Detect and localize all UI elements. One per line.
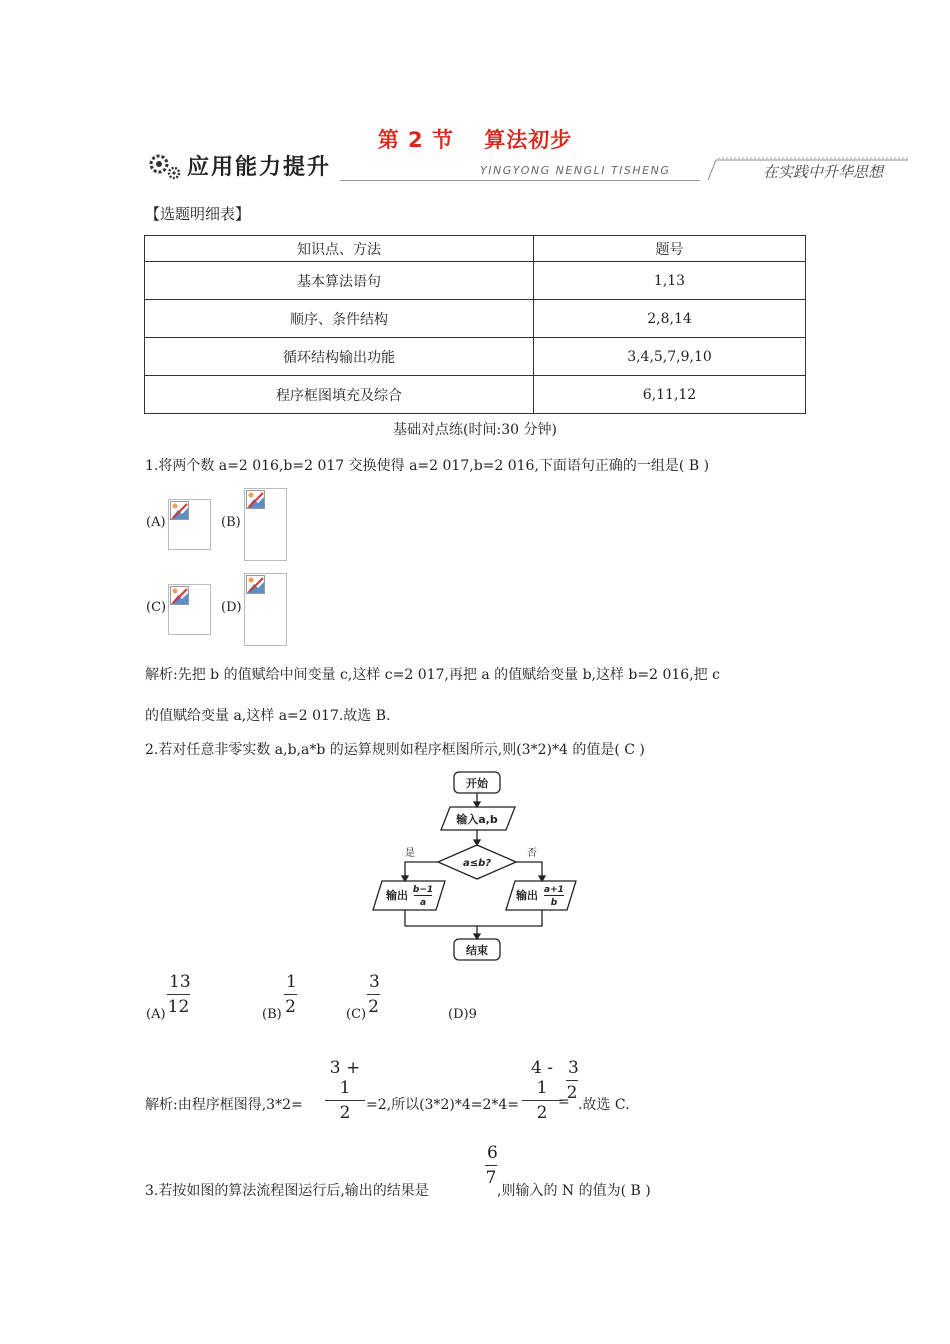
flowchart-output-left-num: b−1 [412,885,434,895]
flowchart-output-left [373,881,445,910]
table-cell: 6,11,12 [534,376,806,414]
fraction-denominator: 2 [285,997,296,1017]
q2-option-b-fraction [284,972,297,1017]
q2-analysis-part2: =2,所以(3*2)*4=2*4= [366,1097,520,1113]
fraction-bar [325,1100,365,1101]
broken-image-icon [246,490,266,510]
fraction-numerator: 3 + 1 [329,1058,361,1098]
q2-option-b-label: (B) [262,1007,282,1022]
q2-option-d-label: (D)9 [448,1007,477,1022]
q2-analysis-part4: .故选 C. [578,1097,630,1113]
q2-analysis-fraction-2 [522,1058,562,1123]
broken-image-icon [170,586,190,606]
q1-option-d-image [244,573,287,646]
fraction-bar [566,1080,578,1081]
table-header-row [145,236,806,262]
page-title: 第 2 节 算法初步 [377,128,573,152]
q1-option-b-label: (B) [221,515,241,530]
fraction-denominator: 12 [167,997,190,1017]
table-cell: 1,13 [534,262,806,300]
fraction-denominator: 2 [368,997,379,1017]
q1-option-d-label: (D) [221,600,242,615]
question-3-stem-part1: 3.若按如图的算法流程图运行后,输出的结果是 [145,1183,429,1199]
fraction-numerator: 3 [369,972,380,992]
table-cell: 顺序、条件结构 [145,300,534,338]
table-cell: 3,4,5,7,9,10 [534,338,806,376]
fraction-bar [284,994,297,995]
selection-table [144,235,806,414]
fraction-numerator: 3 [568,1058,579,1078]
banner-title: 应用能力提升 [187,155,332,180]
flowchart-output-left-den: a [419,898,427,908]
fraction-denominator: 2 [536,1103,548,1123]
banner-subtitle: 在实践中升华思想 [763,163,884,181]
flowchart [370,768,580,964]
banner-divider [340,180,700,181]
q2-option-c-label: (C) [346,1007,367,1022]
fraction-bar [485,1165,497,1166]
q2-option-a-label: (A) [146,1007,166,1022]
table-cell: 2,8,14 [534,300,806,338]
gear-icon [145,150,185,182]
fraction-numerator: 6 [487,1143,498,1163]
flowchart-yes-label: 是 [405,848,415,859]
selection-table-heading: 【选题明细表】 [145,205,251,223]
practice-title: 基础对点练(时间:30 分钟) [393,422,557,438]
q2-analysis-fraction-3 [566,1058,578,1103]
q2-analysis-part1: 解析:由程序框图得,3*2= [145,1097,303,1113]
broken-image-icon [246,575,266,595]
table-cell: 基本算法语句 [145,262,534,300]
q1-option-a-image [168,499,211,550]
flowchart-output-right-prefix: 输出 [516,889,538,902]
banner-english: YINGYONG NENGLI TISHENG [480,164,671,177]
flowchart-output-right-den: b [550,898,558,908]
fraction-numerator: 4 - 1 [531,1058,553,1098]
q2-option-c-fraction [367,972,380,1017]
broken-image-icon [170,501,190,521]
table-row [145,262,806,300]
q1-analysis-line1: 解析:先把 b 的值赋给中间变量 c,这样 c=2 017,再把 a 的值赋给变量 b,这样 b=2 016,把 c [145,667,720,683]
q2-analysis-fraction-1 [325,1058,365,1123]
fraction-denominator: 2 [339,1103,351,1123]
flowchart-no-label: 否 [527,848,537,859]
fraction-numerator: 13 [169,972,191,992]
flowchart-start-text: 开始 [466,777,488,790]
table-row [145,376,806,414]
q2-analysis-part3: = [558,1094,570,1110]
fraction-bar [167,994,190,995]
fraction-denominator: 2 [566,1083,578,1103]
table-cell: 程序框图填充及综合 [145,376,534,414]
fraction-bar [522,1100,562,1101]
table-row [145,300,806,338]
q1-option-b-image [244,488,287,561]
q1-option-c-label: (C) [146,600,167,615]
flowchart-output-left-prefix: 输出 [386,889,408,902]
flowchart-output-right-num: a+1 [544,885,564,895]
table-header-cell: 知识点、方法 [145,236,534,262]
fraction-denominator: 7 [485,1168,497,1188]
flowchart-condition-text: a≤b? [462,858,492,869]
q1-analysis-line2: 的值赋给变量 a,这样 a=2 017.故选 B. [145,708,391,724]
question-3-stem-part2: ,则输入的 N 的值为( B ) [497,1183,651,1199]
table-header-cell: 题号 [534,236,806,262]
fraction-numerator: 1 [286,972,297,992]
question-1-stem: 1.将两个数 a=2 016,b=2 017 交换使得 a=2 017,b=2 016,下面语句正确的一组是( B ) [145,458,710,474]
q1-option-c-image [168,584,211,635]
q1-option-a-label: (A) [146,515,166,530]
flowchart-end-text: 结束 [466,944,488,957]
fraction-bar [367,994,380,995]
q3-fraction [485,1143,497,1188]
flowchart-input-text: 输入a,b [456,813,498,826]
table-cell: 循环结构输出功能 [145,338,534,376]
question-2-stem: 2.若对任意非零实数 a,b,a*b 的运算规则如程序框图所示,则(3*2)*4 的值是( C ) [145,742,645,758]
section-banner [145,150,905,182]
q2-option-a-fraction [167,972,190,1017]
table-row [145,338,806,376]
